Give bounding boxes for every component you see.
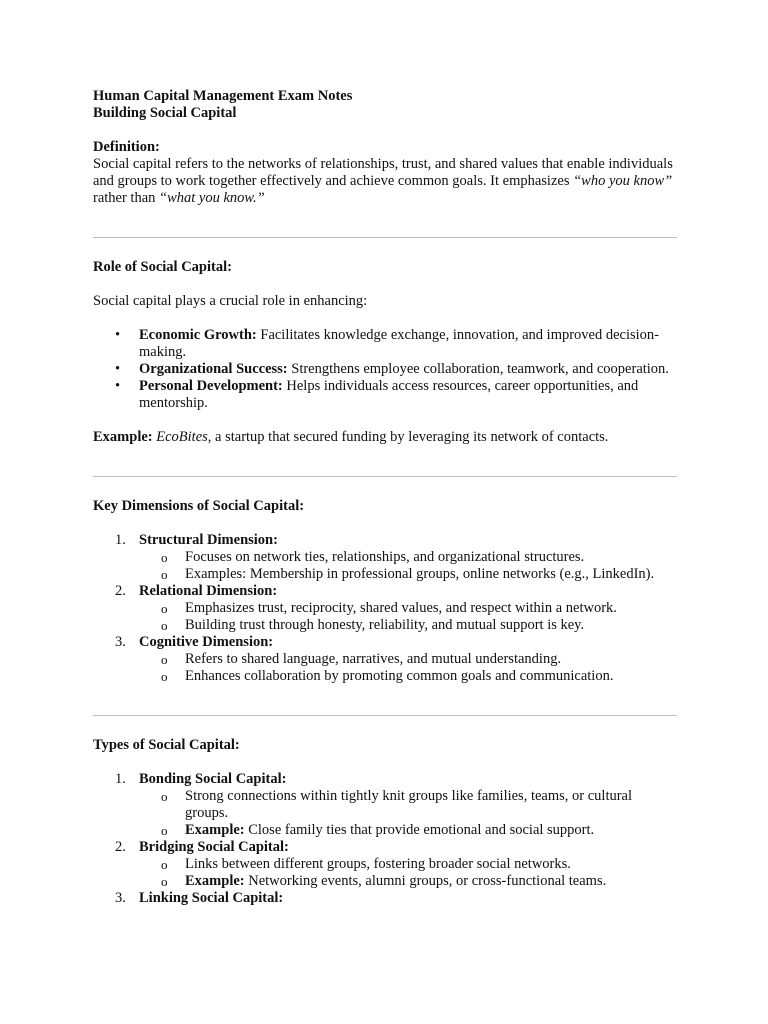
dimensions-list [93,532,677,685]
list-item: 1. Structural Dimension: o Focuses on network ties, relationships, and organizational structures. o Examples: Membership in professional groups, online networks (e.g., LinkedIn). [93,532,677,583]
definition-text: Social capital refers to the networks of relationships, trust, and shared values that enable individuals and groups to work together effectively and achieve common goals. It emphasizes “who you know” rather than “what you know.” [93,156,673,206]
definition-heading: Definition: [93,139,160,155]
role-heading: Role of Social Capital: [93,259,232,275]
quote-what-you-know: “what you know.” [159,190,265,206]
list-item: 1. Bonding Social Capital: o Strong connections within tightly knit groups like families, teams, or cultural groups. o Example: Close family ties that provide emotional and social support. [93,771,677,839]
role-list [93,327,677,412]
sub-list-item: o Strong connections within tightly knit groups like families, teams, or cultural groups. [139,788,677,822]
sub-list-item: o Example: Close family ties that provide emotional and social support. [139,822,677,839]
doc-title: Human Capital Management Exam Notes [93,88,353,104]
sub-list-item: o Enhances collaboration by promoting common goals and communication. [139,668,677,685]
sub-list-item: o Example: Networking events, alumni groups, or cross-functional teams. [139,873,677,890]
document-page [93,88,677,907]
sub-list-item: o Examples: Membership in professional groups, online networks (e.g., LinkedIn). [139,566,677,583]
list-item: • Economic Growth: Facilitates knowledge exchange, innovation, and improved decision-making. [93,327,677,361]
sub-list-item: o Building trust through honesty, reliability, and mutual support is key. [139,617,677,634]
sub-list-item: o Focuses on network ties, relationships, and organizational structures. [139,549,677,566]
list-item: • Organizational Success: Strengthens employee collaboration, teamwork, and cooperation. [93,361,677,378]
list-item: 2. Relational Dimension: o Emphasizes trust, reciprocity, shared values, and respect within a network. o Building trust through honesty, reliability, and mutual support is key. [93,583,677,634]
doc-subtitle: Building Social Capital [93,105,237,121]
sub-list-item: o Links between different groups, fostering broader social networks. [139,856,677,873]
list-item: • Personal Development: Helps individuals access resources, career opportunities, and mentorship. [93,378,677,412]
quote-who-you-know: “who you know” [573,173,673,189]
list-item: 3. Linking Social Capital: [115,890,284,906]
sub-list-item: o Refers to shared language, narratives, and mutual understanding. [139,651,677,668]
role-intro: Social capital plays a crucial role in enhancing: [93,293,368,309]
types-list [93,771,677,907]
sub-list-item: o Emphasizes trust, reciprocity, shared values, and respect within a network. [139,600,677,617]
dimensions-heading: Key Dimensions of Social Capital: [93,498,305,514]
types-heading: Types of Social Capital: [93,737,240,753]
role-example: Example: EcoBites, a startup that secured funding by leveraging its network of contacts. [93,429,609,445]
list-item: 3. Cognitive Dimension: o Refers to shared language, narratives, and mutual understanding. o Enhances collaboration by promoting common goals and communication. [93,634,677,685]
list-item: 2. Bridging Social Capital: o Links between different groups, fostering broader social networks. o Example: Networking events, alumni groups, or cross-functional teams. [93,839,677,890]
